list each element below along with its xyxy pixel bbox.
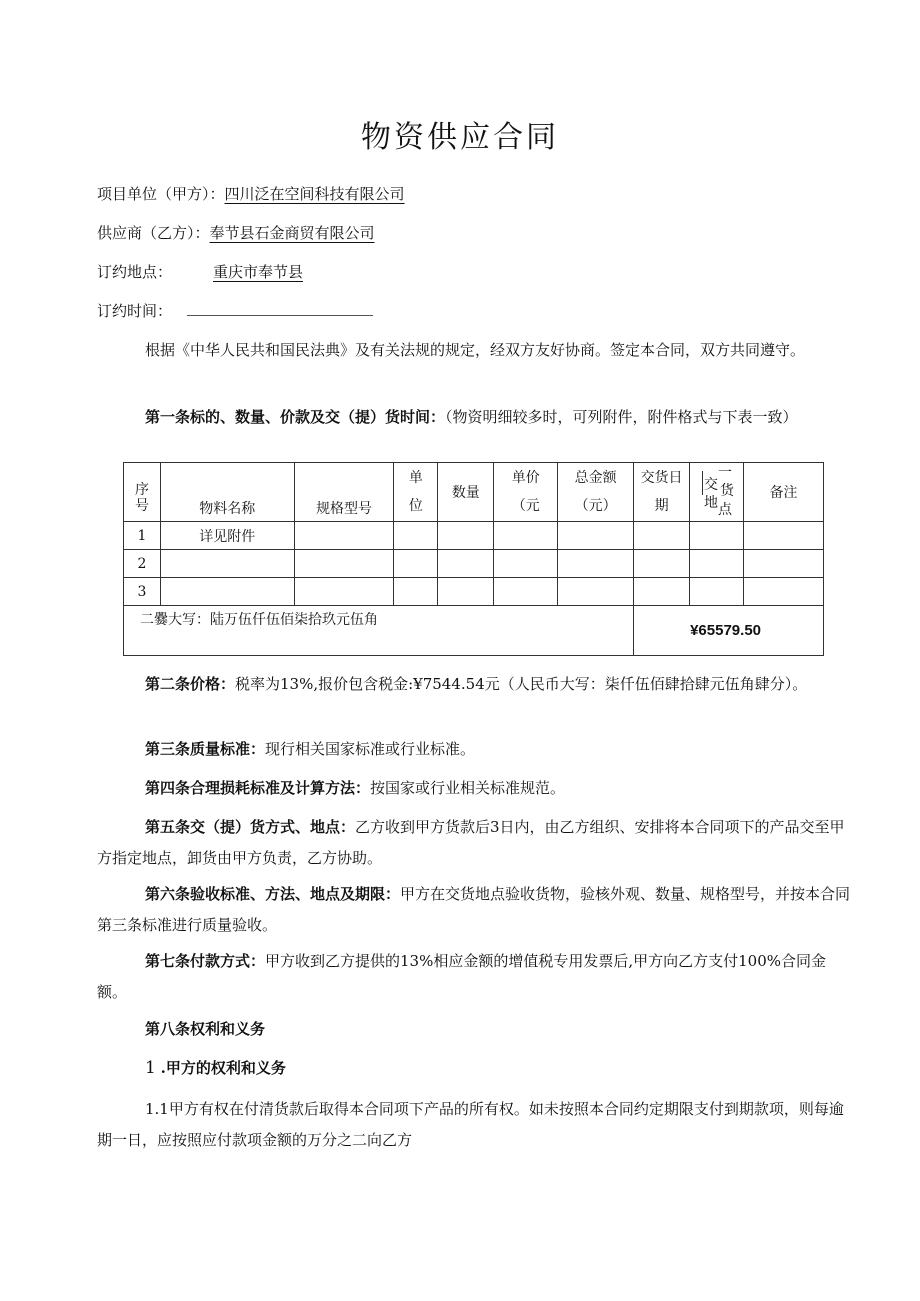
col-place: 一 交 货 地 点 [690,463,744,522]
col-qty: 数量 [438,463,494,522]
article-3-text: 现行相关国家标准或行业标准。 [265,740,476,758]
article-5 [97,812,853,874]
article-6-text: 甲方在交货地点验收货物，验核外观、数量、规格型号，并按本合同第三条标准进行质量验收。 [97,885,851,934]
section-1-label: .甲方的权利和义务 [160,1059,286,1077]
article-8 [97,1014,853,1045]
article-1 [97,402,853,433]
party-b-value: 奉节县石金商贸有限公司 [209,224,375,242]
article-2 [97,669,853,700]
col-price: 单价 （元 [494,463,558,522]
items-table [123,462,824,656]
col-name: 物料名称 [160,463,294,522]
col-unit: 单 位 [394,463,438,522]
place-label: 订约地点： [97,263,173,281]
total-amount: ¥65579.50 [634,606,824,656]
article-5-text: 乙方收到甲方货款后3日内，由乙方组织、安排将本合同项下的产品交至甲方指定地点，卸货由甲方负责，乙方协助。 [97,818,845,867]
clause-1-1: 1.1甲方有权在付清货款后取得本合同项下产品的所有权。如未按照本合同约定期限支付到期款项，则每逾期一日，应按照应付款项金额的万分之二向乙方 [97,1100,844,1149]
page-title: 物资供应合同 [361,120,559,155]
time-label: 订约时间： [97,302,173,320]
article-2-text: 税率为13%,报价包含税金:¥7544.54元（人民币大写：柒仟伍佰肆拾肆元伍角肆分）。 [235,675,808,693]
article-1-text: （物资明细较多时，可列附件，附件格式与下表一致） [445,408,798,426]
article-7-text: 甲方收到乙方提供的13%相应金额的增值税专用发票后,甲方向乙方支付100%合同金额。 [97,952,827,1001]
table-total-row [124,606,824,656]
table-row: 3 [124,578,824,606]
article-3-label: 第三条质量标准： [145,740,266,758]
table-header-row [124,463,824,522]
place-value: 重庆市奉节县 [213,263,304,281]
article-6 [97,879,853,941]
time-line [97,300,373,321]
time-blank [187,301,373,316]
total-in-words: 二爨大写：陆万伍仟伍佰柒拾玖元伍角 [124,606,634,656]
col-spec: 规格型号 [294,463,394,522]
article-4-text: 按国家或行业相关标准规范。 [370,779,566,797]
party-a-label: 项目单位（甲方）： [97,185,225,203]
col-seq: 序 号 [124,463,161,522]
party-b-line [97,222,375,243]
table-row: 1 详见附件 [124,522,824,550]
party-b-label: 供应商（乙方）： [97,224,210,242]
section-1 [97,1053,853,1084]
article-4-label: 第四条合理损耗标准及计算方法： [145,779,371,797]
party-a-value: 四川泛在空间科技有限公司 [224,185,405,203]
col-total: 总金额 （元） [558,463,634,522]
col-date: 交货日 期 [634,463,690,522]
article-3 [97,734,853,765]
article-7 [97,946,853,1008]
article-6-label: 第六条验收标准、方法、地点及期限： [145,885,401,903]
col-note: 备注 [743,463,823,522]
article-1-label: 第一条标的、数量、价款及交（提）货时间： [145,408,446,426]
article-5-label: 第五条交（提）货方式、地点： [145,818,356,836]
intro-paragraph: 根据《中华人民共和国民法典》及有关法规的规定，经双方友好协商。签定本合同，双方共同遵守。 [145,341,806,359]
section-1-num: 1 [145,1058,156,1078]
article-4 [97,773,853,804]
place-line [97,261,303,282]
article-7-label: 第七条付款方式： [145,952,266,970]
article-8-label: 第八条权利和义务 [145,1020,266,1038]
article-2-label: 第二条价格： [145,675,236,693]
table-row: 2 [124,550,824,578]
party-a-line [97,183,405,204]
